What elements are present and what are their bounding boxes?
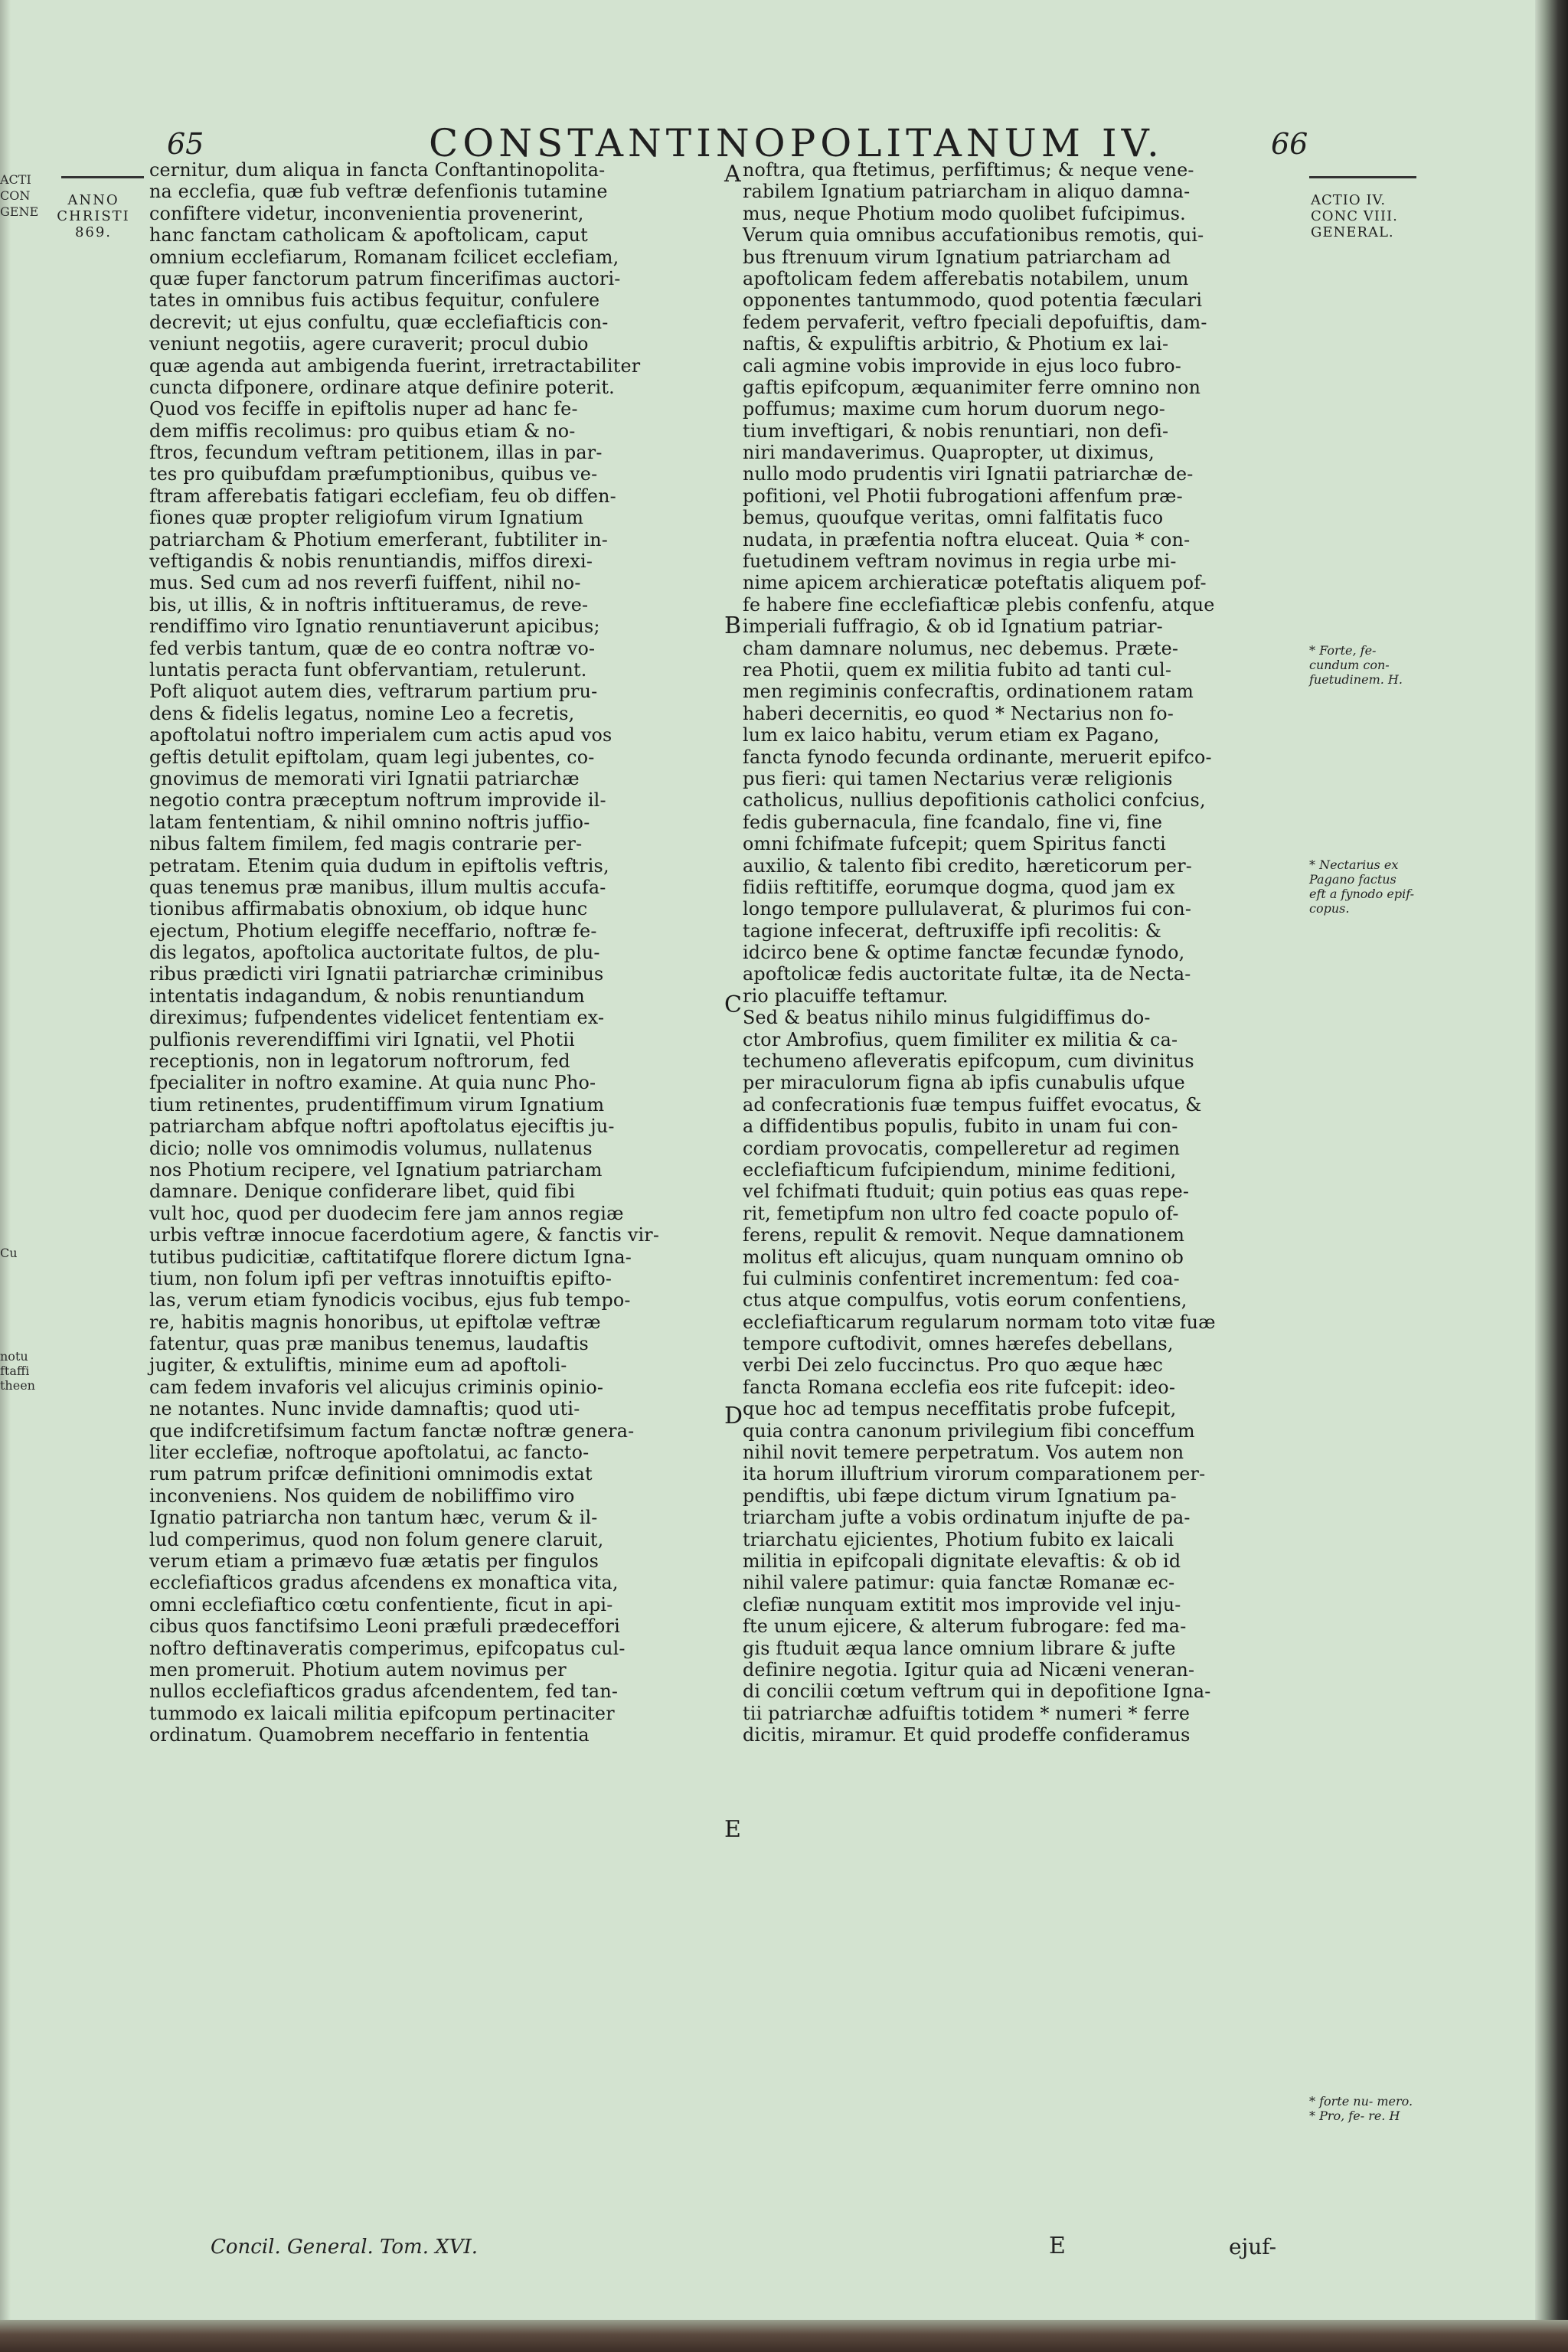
text-line: apoftolicæ fedis auctoritate fultæ, ita de Necta- [743,963,1191,985]
text-line: quæ fuper fanctorum patrum fincerifimas auctori- [149,267,621,289]
text-line: urbis veftræ innocue facerdotium agere, & fanctis vir- [149,1224,660,1246]
text-line: catholicus, nullius depofitionis catholici confcius, [743,789,1206,812]
year-note-year: 869. [74,224,113,240]
text-line: fancta Romana ecclefia eos rite fufcepit: ideo- [743,1376,1176,1398]
text-line: mus. Sed cum ad nos reverfi fuiffent, nihil no- [149,572,581,594]
previous-page-fragment: ftaffi [0,1364,30,1378]
text-line: nullos ecclefiafticos gradus afcendentem, fed tan- [149,1681,619,1703]
text-line: Ignatio patriarcha non tantum hæc, verum & il- [149,1507,598,1529]
text-line: omni ecclefiaftico cœtu confentiente, ficut in api- [149,1593,613,1615]
text-line: ferens, repulit & removit. Neque damnationem [743,1224,1185,1246]
text-line: naftis, & expuliftis arbitrio, & Photium ex lai- [743,333,1169,355]
text-line: vel fchifmati ftuduit; quin potius eas quas repe- [743,1181,1190,1203]
text-line: tium retinentes, prudentiffimum virum Ignatium [149,1093,605,1116]
text-line: que indifcretifsimum factum fanctæ noftræ genera- [149,1419,635,1442]
text-line: tates in omnibus fuis actibus fequitur, confulere [149,289,600,312]
text-line: haberi decernitis, eo quod * Nectarius non fo- [743,702,1174,724]
text-line: cham damnare nolumus, nec debemus. Præte- [743,637,1179,659]
text-line: apoftolicam fedem afferebatis notabilem, unum [743,267,1189,289]
text-line: jugiter, & extuliftis, minime eum ad apoftoli- [149,1354,567,1377]
text-line: mus, neque Photium modo quolibet fufcipimus. [743,202,1186,224]
text-line: niri mandaverimus. Quapropter, ut diximus, [743,442,1155,464]
text-line: patriarcham abfque noftri apoftolatus ejeciftis ju- [149,1116,615,1138]
text-line: noftro deftinaveratis comperimus, epifcopatus cul- [149,1637,626,1659]
header-rule-right [1309,176,1416,178]
text-line: geftis detulit epiftolam, quam legi jubentes, co- [149,746,595,768]
text-line: ftros, fecundum veftram petitionem, illas in par- [149,442,603,464]
text-line: rabilem Ignatium patriarcham in aliquo damna- [743,181,1191,203]
text-line: inconveniens. Nos quidem de nobiliffimo viro [149,1485,575,1507]
text-line: tii patriarchæ adfuiftis totidem * numeri * ferre [743,1702,1191,1724]
text-line: veniunt negotiis, agere curaverit; procul dubio [149,333,589,355]
text-line: negotio contra præceptum noftrum improvide il- [149,789,606,812]
header-rule-left [61,176,144,178]
text-line: luntatis peracta funt obfervantiam, retulerunt. [149,658,587,681]
page-edge-bottom [0,2320,1568,2352]
text-line: nullo modo prudentis viri Ignatii patriarchæ de- [743,463,1194,485]
page-number-left: 65 [167,127,204,161]
text-line: decrevit; ut ejus confultu, quæ ecclefiafticis con- [149,311,609,333]
text-line: fed verbis tantum, quæ de eo contra noftræ vo- [149,637,596,659]
text-line: re, habitis magnis honoribus, ut epiftolæ veftræ [149,1311,601,1333]
signature-mark: E [1049,2233,1066,2259]
marginal-note: * Forte, fe- cundum con- fuetudinem. H. [1309,643,1403,687]
text-line: apoftolatui noftro imperialem cum actis apud vos [149,724,612,746]
text-line: cali agmine vobis improvide in ejus loco fubro- [743,354,1182,377]
text-line: dicio; nolle vos omnimodis volumus, nullatenus [149,1137,593,1159]
text-line: liter ecclefiæ, noftroque apoftolatui, ac fancto- [149,1442,590,1464]
running-title: CONSTANTINOPOLITANUM IV. [429,121,1164,165]
text-line: na ecclefia, quæ fub veftræ defenfionis tutamine [149,181,608,203]
text-line: per miraculorum figna ab ipfis cunabulis ufque [743,1072,1185,1094]
text-line: rit, femetipfum non ultro fed coacte populo of- [743,1202,1179,1224]
text-line: Poft aliquot autem dies, veftrarum partium pru- [149,681,598,703]
text-line: definire negotia. Igitur quia ad Nicæni veneran- [743,1658,1195,1681]
text-line: dis legatos, apoftolica auctoritate fultos, de plu- [149,942,600,964]
text-line: cernitur, dum aliqua in fancta Conftantinopolita- [149,159,606,181]
text-line: direximus; fufpendentes videlicet fententiam ex- [149,1007,605,1029]
text-line: tummodo ex laicali militia epifcopum pertinaciter [149,1702,615,1724]
volume-footer: Concil. General. Tom. XVI. [211,2236,479,2259]
text-line: verum etiam a primævo fuæ ætatis per fingulos [149,1550,599,1572]
text-line: fedem pervaferit, veftro fpeciali depofuiftis, dam- [743,311,1207,333]
text-line: nudata, in præfentia noftra eluceat. Quia * con- [743,528,1191,550]
text-line: bus ftrenuum virum Ignatium patriarcham ad [743,246,1171,268]
text-line: noftra, qua ftetimus, perfiftimus; & neque vene- [743,159,1194,181]
text-line: nime apicem archieraticæ poteftatis aliquem pof- [743,572,1207,594]
text-line: tagione infecerat, deftruxiffe ipfi recolitis: & [743,920,1161,942]
text-line: imperiali fuffragio, & ob id Ignatium patriar- [743,616,1163,638]
text-line: verbi Dei zelo fuccinctus. Pro quo æque hæc [743,1354,1163,1377]
text-line: cuncta difponere, ordinare atque definire poterit. [149,376,615,398]
text-line: fancta fynodo fecunda ordinante, meruerit epifco- [743,746,1212,768]
text-line: militia in epifcopali dignitate elevaftis: & ob id [743,1550,1181,1572]
text-line: fpecialiter in noftro examine. At quia nunc Pho- [149,1072,596,1094]
text-line: ecclefiafticos gradus afcendens ex monaftica vita, [149,1572,619,1594]
text-line: di concilii cœtum veftrum qui in depofitione Igna- [743,1681,1211,1703]
text-line: triarchatu ejicientes, Photium fubito ex laicali [743,1528,1174,1550]
text-line: quas tenemus præ manibus, illum multis accufa- [149,876,606,898]
text-line: gnovimus de memorati viri Ignatii patriarchæ [149,767,580,789]
text-line: omni fchifmate fufcepit; quem Spiritus fancti [743,833,1166,855]
text-line: ftram afferebatis fatigari ecclefiam, feu ob diffen- [149,485,616,507]
marginal-note: * forte nu- mero. * Pro, fe- re. H [1309,2094,1413,2123]
year-margin-note [47,192,139,240]
section-note-actio: ACTIO IV. [1311,192,1387,208]
previous-page-fragment: notu [0,1349,28,1364]
text-line: Sed & beatus nihilo minus fulgidiffimus do- [743,1007,1151,1029]
text-line: fui culminis confentiret incrementum: fed coa- [743,1267,1180,1289]
text-line: quia contra canonum privilegium fibi conceffum [743,1419,1195,1442]
section-marker: C [724,991,742,1018]
text-line: patriarcham & Photium emerferant, fubtiliter in- [149,528,609,550]
text-line: latam fententiam, & nihil omnino noftris juffio- [149,811,590,833]
text-line: clefiæ nunquam extitit mos improvide vel inju- [743,1593,1181,1615]
text-line: petratam. Etenim quia dudum in epiftolis veftris, [149,854,609,877]
text-line: lum ex laico habitu, verum etiam ex Pagano, [743,724,1160,746]
text-line: gis ftuduit æqua lance omnium librare & jufte [743,1637,1176,1659]
text-line: quæ agenda aut ambigenda fuerint, irretractabiliter [149,354,641,377]
text-line: rum patrum prifcæ definitioni omnimodis extat [149,1463,593,1485]
text-line: tium inveftigari, & nobis renuntiari, non defi- [743,420,1169,442]
text-line: fe habere fine ecclefiafticæ plebis confenfu, atque [743,593,1215,616]
section-marker: E [724,1816,741,1843]
text-line: tutibus pudicitiæ, caftitatifque florere dictum Igna- [149,1246,632,1268]
text-line: longo tempore pullulaverat, & plurimos fui con- [743,898,1192,920]
text-line: men promeruit. Photium autem novimus per [149,1658,567,1681]
text-line: dens & fidelis legatus, nomine Leo a fecretis, [149,702,575,724]
text-line: auxilio, & talento fibi credito, hæreticorum per- [743,854,1193,877]
text-line: cordiam provocatis, compelleretur ad regimen [743,1137,1181,1159]
text-line: bis, ut illis, & in noftris inftitueramus, de reve- [149,593,589,616]
text-line: ctus atque compulfus, votis eorum confentiens, [743,1289,1187,1312]
section-note-conc: CONC VIII. [1311,208,1398,224]
text-line: poffumus; maxime cum horum duorum nego- [743,398,1165,420]
text-line: rio placuiffe teftamur. [743,985,949,1007]
text-line: confiftere videtur, inconvenientia provenerint, [149,202,584,224]
section-note-general: GENERAL. [1311,224,1394,240]
text-line: dem miffis recolimus: pro quibus etiam & no- [149,420,576,442]
section-marker: B [724,612,742,639]
text-line: Verum quia omnibus accufationibus remotis, qui- [743,224,1204,247]
text-line: molitus eft alicujus, quam nunquam omnino ob [743,1246,1184,1268]
text-line: pulfionis reverendiffimi viri Ignatii, vel Photii [149,1028,575,1050]
right-text-column [743,159,1309,1746]
text-line: receptionis, non in legatorum noftrorum, fed [149,1050,570,1073]
text-line: rendiffimo viro Ignatio renuntiaverunt apicibus; [149,616,600,638]
text-line: hanc fanctam catholicam & apoftolicam, caput [149,224,588,247]
text-line: intentatis indagandum, & nobis renuntiandum [149,985,585,1007]
text-line: triarcham jufte a vobis ordinatum injufte de pa- [743,1507,1191,1529]
year-note-anno: ANNO [67,192,119,208]
text-line: fatentur, quas præ manibus tenemus, laudaftis [149,1333,589,1355]
text-line: nibus faltem fimilem, fed magis contrarie per- [149,833,583,855]
section-marker: D [724,1403,743,1429]
text-line: ita horum illuftrium virorum comparationem per- [743,1463,1206,1485]
text-line: fidiis reftitiffe, eorumque dogma, quod jam ex [743,876,1175,898]
text-line: pus fieri: qui tamen Nectarius veræ religionis [743,767,1173,789]
text-line: dicitis, miramur. Et quid prodeffe confideramus [743,1724,1191,1746]
text-line: cam fedem invaforis vel alicujus criminis opinio- [149,1376,604,1398]
text-line: nos Photium recipere, vel Ignatium patriarcham [149,1158,603,1181]
section-margin-note [1311,192,1418,240]
text-line: ribus prædicti viri Ignatii patriarchæ criminibus [149,963,604,985]
page-number-right: 66 [1271,127,1308,161]
text-line: fte unum ejicere, & alterum fubrogare: fed ma- [743,1615,1187,1638]
text-line: ad confecrationis fuæ tempus fuiffet evocatus, & [743,1093,1202,1116]
binding-gutter [0,0,11,2320]
text-line: pofitioni, vel Photii fubrogationi affenfum præ- [743,485,1183,507]
text-line: gaftis epifcopum, æquanimiter ferre omnino non [743,376,1201,398]
text-line: las, verum etiam fynodicis vocibus, ejus fub tempo- [149,1289,631,1312]
marginal-note: * Nectarius ex Pagano factus eft a fynodo epif- copus. [1309,858,1414,916]
section-marker: A [724,161,741,188]
text-line: damnare. Denique confiderare libet, quid fibi [149,1181,576,1203]
text-line: tes pro quibufdam præfumptionibus, quibus ve- [149,463,598,485]
year-note-christi: CHRISTI [57,208,130,224]
text-line: techumeno afleveratis epifcopum, cum divinitus [743,1050,1194,1073]
text-line: idcirco bene & optime fanctæ fecundæ fynodo, [743,942,1185,964]
text-line: lud comperimus, quod non folum genere claruit, [149,1528,604,1550]
text-line: que hoc ad tempus neceffitatis probe fufcepit, [743,1398,1177,1420]
page-edge-right [1535,0,1568,2352]
previous-page-fragment: theen [0,1378,35,1393]
text-line: ejectum, Photium elegiffe neceffario, noftræ fe- [149,920,597,942]
left-text-column [149,159,727,1746]
text-line: ecclefiafticum fufcipiendum, minime feditioni, [743,1158,1177,1181]
text-line: fiones quæ propter religiofum virum Ignatium [149,507,584,529]
text-line: pendiftis, ubi fæpe dictum virum Ignatium pa- [743,1485,1177,1507]
previous-page-fragment: Cu [0,1246,18,1260]
text-line: vult hoc, quod per duodecim fere jam annos regiæ [149,1202,624,1224]
catchword: ejuf- [1229,2234,1277,2259]
previous-page-fragment: GENE [0,204,39,219]
text-line: tionibus affirmabatis obnoxium, ob idque hunc [149,898,588,920]
text-line: ordinatum. Quamobrem neceffario in fententia [149,1724,590,1746]
text-line: fuetudinem veftram novimus in regia urbe mi- [743,550,1177,573]
text-line: ne notantes. Nunc invide damnaftis; quod uti- [149,1398,580,1420]
text-line: men regiminis confecraftis, ordinationem ratam [743,681,1194,703]
text-line: nihil novit temere perpetratum. Vos autem non [743,1442,1184,1464]
previous-page-fragment: CON [0,188,31,203]
text-line: rea Photii, quem ex militia fubito ad tanti cul- [743,658,1172,681]
text-line: bemus, quoufque veritas, omni falfitatis fuco [743,507,1164,529]
text-line: tium, non folum ipfi per veftras innotuiftis epifto- [149,1267,612,1289]
text-line: ecclefiafticarum regularum normam toto vitæ fuæ [743,1311,1216,1333]
text-line: a diffidentibus populis, fubito in unam fui con- [743,1116,1178,1138]
text-line: ctor Ambrofius, quem fimiliter ex militia & ca- [743,1028,1178,1050]
text-line: nihil valere patimur: quia fanctæ Romanæ ec- [743,1572,1175,1594]
text-line: tempore cuftodivit, omnes hærefes debellans, [743,1333,1174,1355]
text-line: fedis gubernacula, fine fcandalo, fine vi, fine [743,811,1163,833]
text-line: opponentes tantummodo, quod potentia fæculari [743,289,1203,312]
text-line: veftigandis & nobis renuntiandis, miffos direxi- [149,550,593,573]
previous-page-fragment: ACTI [0,172,31,187]
text-line: Quod vos feciffe in epiftolis nuper ad hanc fe- [149,398,578,420]
text-line: omnium ecclefiarum, Romanam fcilicet ecclefiam, [149,246,619,268]
text-line: cibus quos fanctifsimo Leoni præfuli prædeceffori [149,1615,620,1638]
